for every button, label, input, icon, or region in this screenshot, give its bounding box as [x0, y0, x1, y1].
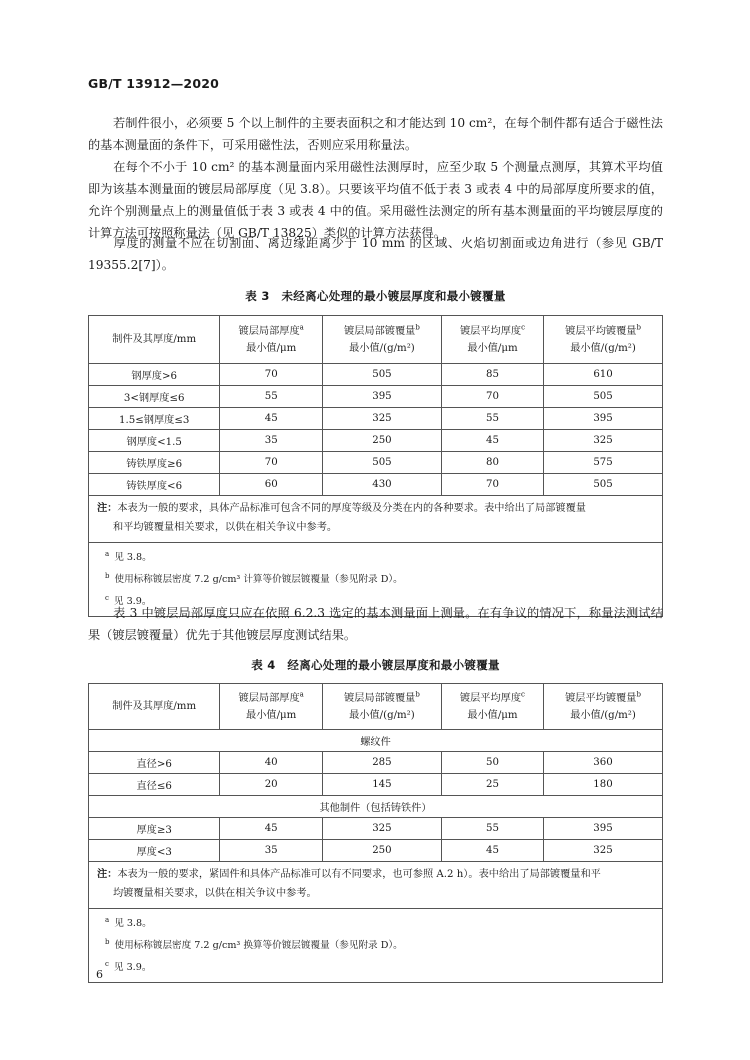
table4-cell: 285 [323, 752, 442, 774]
table3-header-cell-3: 镀层平均厚度$^c$ 最小值/μm [441, 316, 543, 364]
table4-cell: 50 [441, 752, 543, 774]
table4-cell: 145 [323, 774, 442, 796]
table3-cell: 395 [323, 386, 442, 408]
table3-cell: 395 [544, 408, 663, 430]
table-row [89, 408, 663, 430]
table3-cell: 325 [544, 430, 663, 452]
table3-cell: 80 [441, 452, 543, 474]
table4-header-cell-1: 镀层局部厚度$^a$ 最小值/μm [220, 684, 323, 730]
table3-cell: 55 [220, 386, 323, 408]
table3-cell: 60 [220, 474, 323, 496]
table3-cell: 钢厚度<1.5 [89, 430, 220, 452]
table4-caption: 表 4 经离心处理的最小镀层厚度和最小镀覆量 [251, 658, 500, 672]
table4-cell: 直径≤6 [89, 774, 220, 796]
table4-cell: 直径>6 [89, 752, 220, 774]
table4-cell: 395 [544, 818, 663, 840]
table3 [88, 315, 663, 617]
table4-cell: 20 [220, 774, 323, 796]
table3-cell: 505 [323, 452, 442, 474]
table3-cell: 430 [323, 474, 442, 496]
footnote: $^a$ 见 3.8。 [105, 550, 152, 564]
table3-cell: 610 [544, 364, 663, 386]
table4-cell: 325 [323, 818, 442, 840]
table3-cell: 铸铁厚度<6 [89, 474, 220, 496]
table3-header-cell-4: 镀层平均镀覆量$^b$ 最小值/(g/m²) [544, 316, 663, 364]
table4-cell: 325 [544, 840, 663, 862]
table-row [89, 774, 663, 796]
table4-group-heading: 其他制件（包括铸铁件） [89, 796, 663, 818]
table3-cell: 35 [220, 430, 323, 452]
table4-group-heading: 螺纹件 [89, 730, 663, 752]
table3-cell: 钢厚度>6 [89, 364, 220, 386]
table3-header-cell-1: 镀层局部厚度$^a$ 最小值/μm [220, 316, 323, 364]
table-row [89, 452, 663, 474]
paragraph: 表 3 中镀层局部厚度只应在依照 6.2.3 选定的基本测量面上测量。在有争议的情况下，称量法测试结果（镀层镀覆量）优先于其他镀层厚度测试结果。 [88, 606, 663, 642]
table3-cell: 45 [441, 430, 543, 452]
table3-cell: 85 [441, 364, 543, 386]
table4-cell: 35 [220, 840, 323, 862]
table4-cell: 45 [441, 840, 543, 862]
table3-cell: 铸铁厚度≥6 [89, 452, 220, 474]
table3-note: 注：本表为一般的要求，具体产品标准可包含不同的厚度等级及分类在内的各种要求。表中给出了局部镀覆量 和平均镀覆量相关要求，以供在相关争议中参考。 [89, 496, 663, 543]
standard-code: GB/T 13912—2020 [88, 76, 220, 91]
table3-cell: 505 [323, 364, 442, 386]
table3-cell: 70 [441, 386, 543, 408]
footnote: $^a$ 见 3.8。 [105, 916, 152, 930]
table3-cell: 1.5≤钢厚度≤3 [89, 408, 220, 430]
paragraph: 若制件很小，必须要 5 个以上制件的主要表面积之和才能达到 10 cm²，在每个制件都有适合于磁性法的基本测量面的条件下，可采用磁性法，否则应采用称量法。 [88, 116, 663, 152]
table3-caption: 表 3 未经离心处理的最小镀层厚度和最小镀覆量 [245, 289, 506, 303]
table-row [89, 364, 663, 386]
table4-cell: 厚度≥3 [89, 818, 220, 840]
table3-cell: 55 [441, 408, 543, 430]
table3-cell: 505 [544, 386, 663, 408]
table3-cell: 250 [323, 430, 442, 452]
table4-header-cell-0: 制件及其厚度/mm [89, 684, 220, 730]
table-row [89, 386, 663, 408]
table4-cell: 厚度<3 [89, 840, 220, 862]
table3-cell: 70 [220, 452, 323, 474]
table4-cell: 40 [220, 752, 323, 774]
table4-cell: 25 [441, 774, 543, 796]
table4-header-cell-2: 镀层局部镀覆量$^b$ 最小值/(g/m²) [323, 684, 442, 730]
table4-cell: 55 [441, 818, 543, 840]
table4-header-cell-4: 镀层平均镀覆量$^b$ 最小值/(g/m²) [544, 684, 663, 730]
footnote: $^b$ 使用标称镀层密度 7.2 g/cm³ 换算等价镀层镀覆量（参见附录 D）。 [105, 938, 403, 952]
table4-cell: 45 [220, 818, 323, 840]
table-row [89, 430, 663, 452]
table3-header-cell-0: 制件及其厚度/mm [89, 316, 220, 364]
table-row [89, 752, 663, 774]
footnote: $^c$ 见 3.9。 [105, 960, 152, 974]
table3-cell: 70 [441, 474, 543, 496]
footnote: $^c$ 见 3.9。 [105, 594, 152, 608]
paragraph: 在每个不小于 10 cm² 的基本测量面内采用磁性法测厚时，应至少取 5 个测量点测厚，其算术平均值即为该基本测量面的镀层局部厚度（见 3.8）。只要该平均值不低于表 3 或表 4 中的局部厚度所要求的值，允许个别测量点上的测量值低于表 3 或表 4 中的值。采用磁性法测定的所有基本测量面的平均镀层厚度的计算方法可按照称量法（见 GB/T 13825）类似的计算方法获得。 [88, 160, 663, 240]
table4-cell: 250 [323, 840, 442, 862]
table4-cell: 180 [544, 774, 663, 796]
table-row [89, 840, 663, 862]
table4-header-cell-3: 镀层平均厚度$^c$ 最小值/μm [441, 684, 543, 730]
table4-note: 注：本表为一般的要求，紧固件和具体产品标准可以有不同要求，也可参照 A.2 h）。表中给出了局部镀覆量和平 均镀覆量相关要求，以供在相关争议中参考。 [89, 862, 663, 909]
page-number: 6 [96, 968, 103, 981]
table3-header-cell-2: 镀层局部镀覆量$^b$ 最小值/(g/m²) [323, 316, 442, 364]
table4-cell: 360 [544, 752, 663, 774]
table3-cell: 505 [544, 474, 663, 496]
table4 [88, 683, 663, 983]
table3-cell: 325 [323, 408, 442, 430]
table-row [89, 818, 663, 840]
table3-cell: 575 [544, 452, 663, 474]
table3-cell: 70 [220, 364, 323, 386]
table3-cell: 3<钢厚度≤6 [89, 386, 220, 408]
paragraph: 厚度的测量不应在切割面、离边缘距离少于 10 mm 的区域、火焰切割面或边角进行（参见 GB/T 19355.2[7]）。 [88, 236, 663, 272]
table3-cell: 45 [220, 408, 323, 430]
footnote: $^b$ 使用标称镀层密度 7.2 g/cm³ 计算等价镀层镀覆量（参见附录 D）。 [105, 572, 403, 586]
table-row [89, 474, 663, 496]
table4-footnotes [89, 909, 663, 983]
